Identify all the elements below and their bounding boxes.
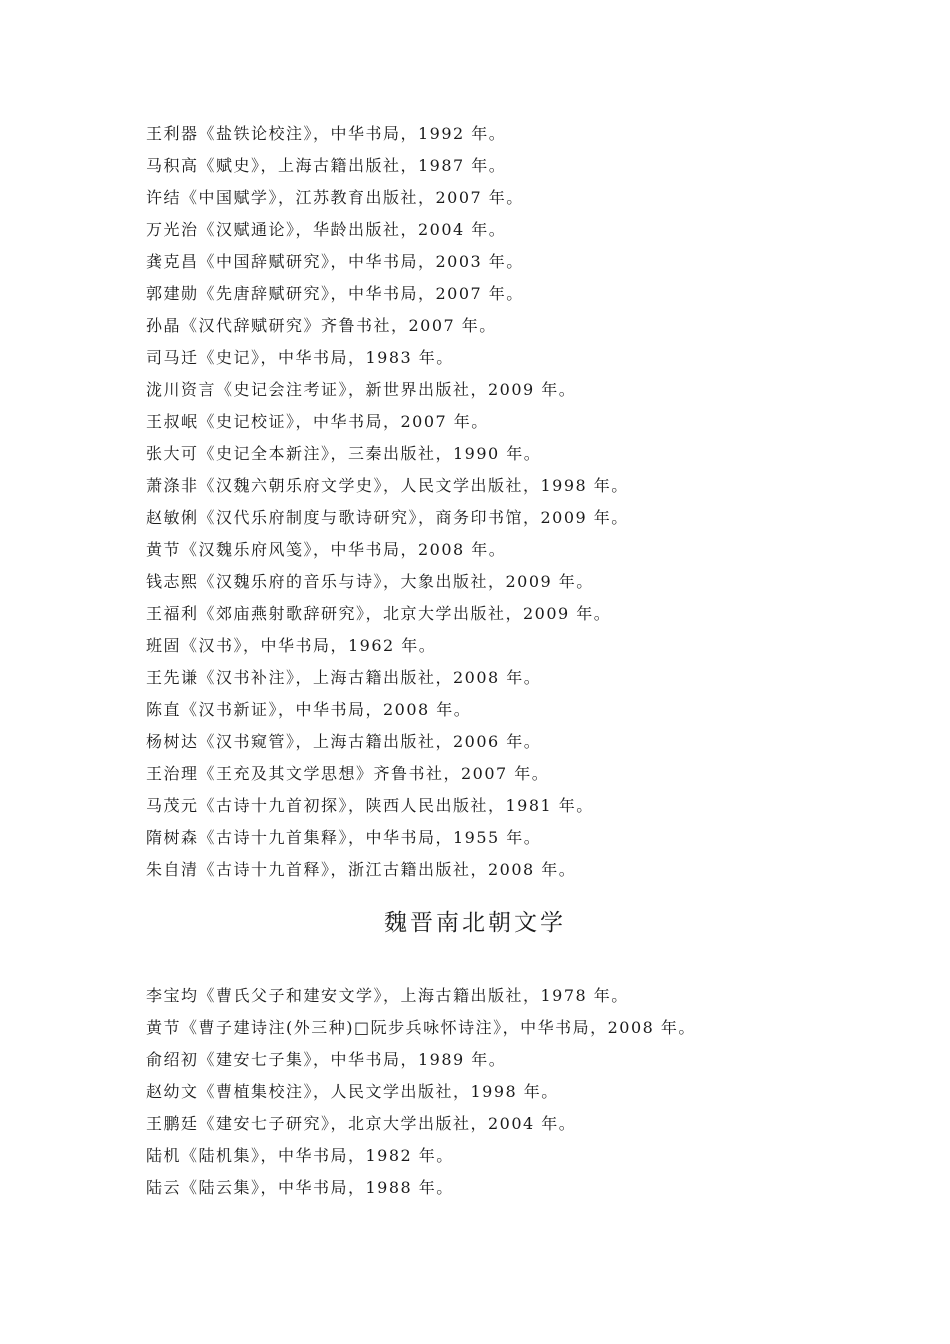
reference-item: 班固《汉书》，中华书局，1962 年。 bbox=[146, 636, 437, 655]
reference-item: 陆云《陆云集》，中华书局，1988 年。 bbox=[146, 1178, 454, 1197]
reference-item: 赵敏俐《汉代乐府制度与歌诗研究》，商务印书馆，2009 年。 bbox=[146, 508, 629, 527]
reference-item: 王鹏廷《建安七子研究》，北京大学出版社，2004 年。 bbox=[146, 1114, 577, 1133]
section-heading: 魏晋南北朝文学 bbox=[384, 910, 566, 936]
reference-item: 陆机《陆机集》，中华书局，1982 年。 bbox=[146, 1146, 454, 1165]
reference-item: 杨树达《汉书窥管》，上海古籍出版社，2006 年。 bbox=[146, 732, 542, 751]
reference-item: 朱自清《古诗十九首释》，浙江古籍出版社，2008 年。 bbox=[146, 860, 577, 879]
reference-item: 李宝均《曹氏父子和建安文学》，上海古籍出版社，1978 年。 bbox=[146, 986, 629, 1005]
reference-item: 王先谦《汉书补注》，上海古籍出版社，2008 年。 bbox=[146, 668, 542, 687]
reference-item: 张大可《史记全本新注》，三秦出版社，1990 年。 bbox=[146, 444, 542, 463]
reference-item: 马茂元《古诗十九首初探》，陕西人民出版社，1981 年。 bbox=[146, 796, 594, 815]
reference-list-han bbox=[146, 118, 906, 886]
reference-item: 龚克昌《中国辞赋研究》，中华书局，2003 年。 bbox=[146, 252, 524, 271]
reference-item: 陈直《汉书新证》，中华书局，2008 年。 bbox=[146, 700, 472, 719]
reference-item: 赵幼文《曹植集校注》，人民文学出版社，1998 年。 bbox=[146, 1082, 559, 1101]
reference-item: 黄节《曹子建诗注(外三种)□阮步兵咏怀诗注》，中华书局，2008 年。 bbox=[146, 1018, 696, 1037]
reference-item: 王利器《盐铁论校注》，中华书局，1992 年。 bbox=[146, 124, 507, 143]
reference-item: 隋树森《古诗十九首集释》，中华书局，1955 年。 bbox=[146, 828, 542, 847]
reference-item: 萧涤非《汉魏六朝乐府文学史》，人民文学出版社，1998 年。 bbox=[146, 476, 629, 495]
reference-list-weijin bbox=[146, 980, 906, 1204]
reference-item: 司马迁《史记》，中华书局，1983 年。 bbox=[146, 348, 454, 367]
reference-item: 王叔岷《史记校证》，中华书局，2007 年。 bbox=[146, 412, 489, 431]
reference-item: 黄节《汉魏乐府风笺》，中华书局，2008 年。 bbox=[146, 540, 507, 559]
reference-item: 孙晶《汉代辞赋研究》齐鲁书社，2007 年。 bbox=[146, 316, 497, 335]
reference-item: 泷川资言《史记会注考证》，新世界出版社，2009 年。 bbox=[146, 380, 577, 399]
reference-item: 王治理《王充及其文学思想》齐鲁书社，2007 年。 bbox=[146, 764, 550, 783]
reference-item: 马积高《赋史》，上海古籍出版社，1987 年。 bbox=[146, 156, 507, 175]
reference-item: 俞绍初《建安七子集》，中华书局，1989 年。 bbox=[146, 1050, 507, 1069]
reference-item: 郭建勋《先唐辞赋研究》，中华书局，2007 年。 bbox=[146, 284, 524, 303]
reference-item: 万光治《汉赋通论》，华龄出版社，2004 年。 bbox=[146, 220, 507, 239]
reference-item: 许结《中国赋学》，江苏教育出版社，2007 年。 bbox=[146, 188, 524, 207]
reference-item: 钱志熙《汉魏乐府的音乐与诗》，大象出版社，2009 年。 bbox=[146, 572, 594, 591]
reference-item: 王福利《郊庙燕射歌辞研究》，北京大学出版社，2009 年。 bbox=[146, 604, 612, 623]
